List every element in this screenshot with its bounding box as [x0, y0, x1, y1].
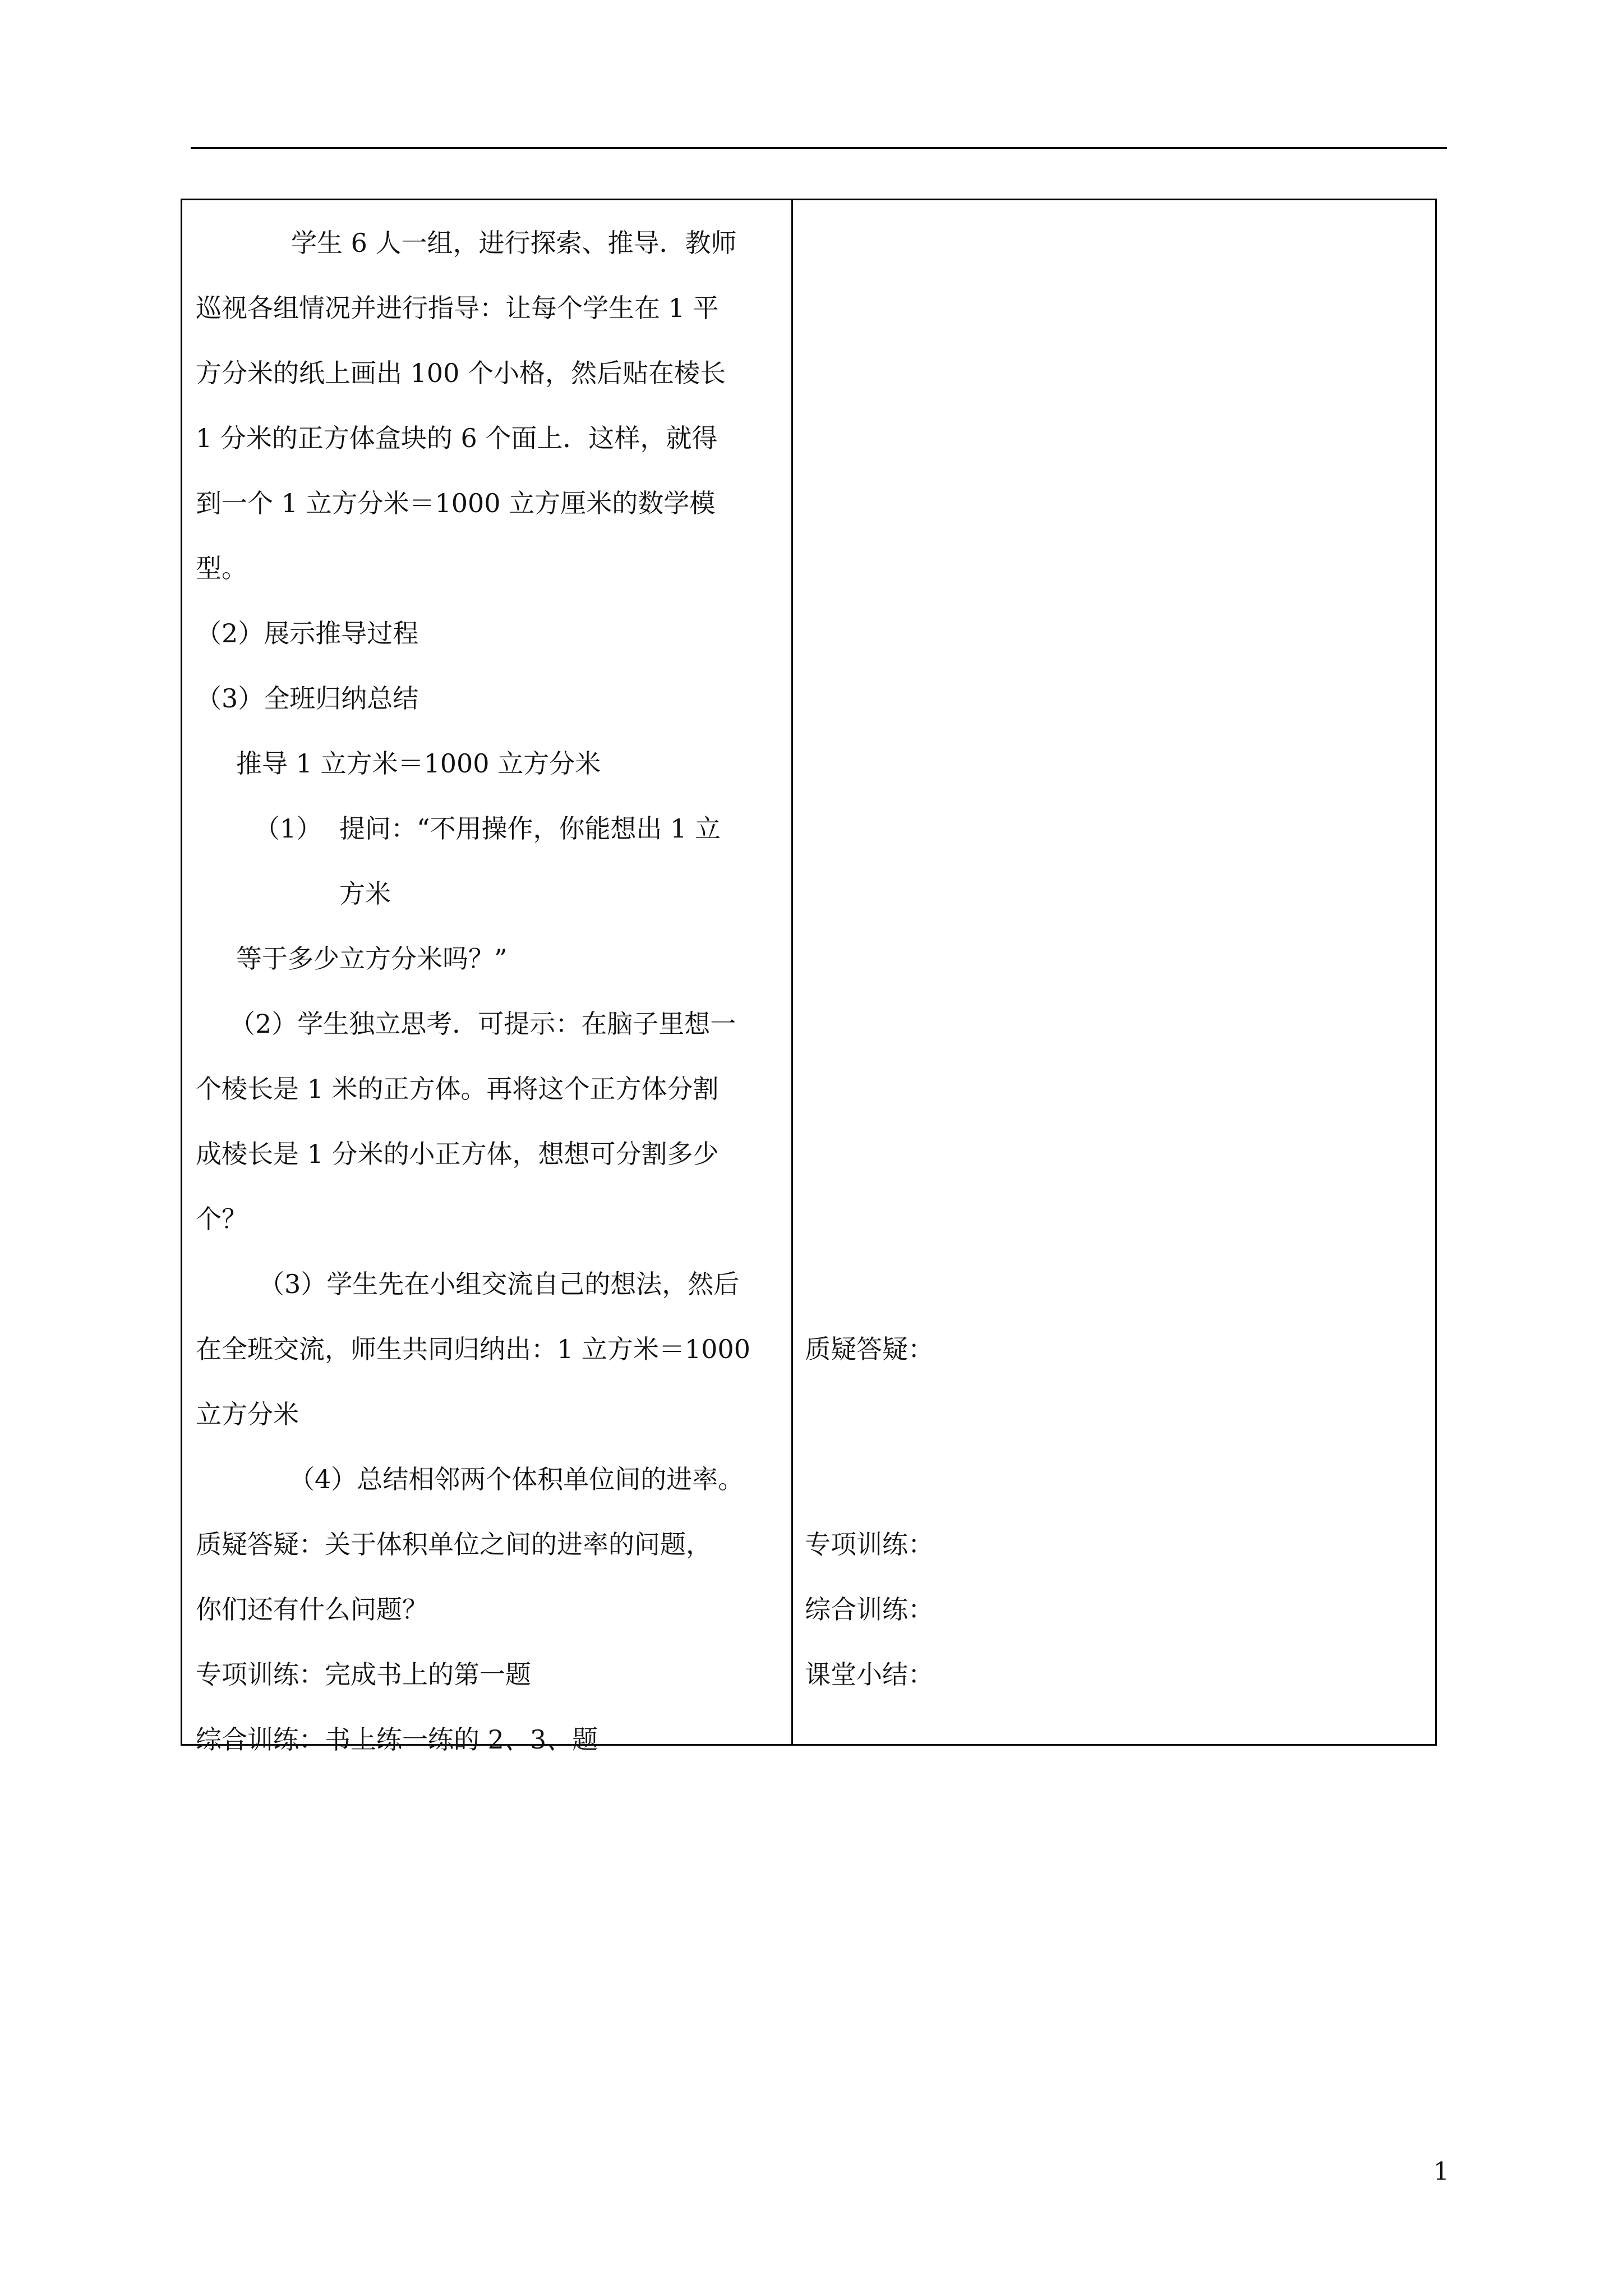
- text-line: （3）学生先在小组交流自己的想法，然后: [259, 1269, 740, 1299]
- comprehensive-training-label: 综合训练：: [805, 1594, 934, 1625]
- text-line: 个？: [196, 1204, 247, 1234]
- text-line: 立方分米: [196, 1399, 299, 1429]
- text-line: （3）全班归纳总结: [196, 683, 419, 714]
- lesson-table: [181, 199, 1437, 1755]
- text-line: 等于多少立方分米吗？”: [236, 944, 508, 974]
- page-number: 1: [1433, 2157, 1449, 2186]
- text-line: 成棱长是 1 分米的小正方体，想想可分割多少: [196, 1139, 719, 1169]
- text-line: （2）展示推导过程: [196, 618, 419, 648]
- text-line: 1 分米的正方体盒块的 6 个面上．这样，就得: [196, 423, 718, 453]
- text-line: 型。: [196, 553, 247, 583]
- question-answer-label: 质疑答疑：: [805, 1334, 934, 1364]
- text-line: 综合训练：书上练一练的 2、3、题: [196, 1724, 598, 1755]
- special-training-label: 专项训练：: [805, 1529, 934, 1559]
- text-line: 方分米的纸上画出 100 个小格，然后贴在棱长: [196, 358, 726, 388]
- text-line: 到一个 1 立方分米＝1000 立方厘米的数学模: [196, 488, 716, 518]
- text-line: 个棱长是 1 米的正方体。再将这个正方体分割: [196, 1074, 719, 1104]
- text-line: 质疑答疑：关于体积单位之间的进率的问题，: [196, 1529, 712, 1559]
- text-line: 方米: [339, 878, 391, 909]
- class-summary-label: 课堂小结：: [805, 1659, 934, 1690]
- header-rule: [191, 147, 1447, 149]
- text-line: （4）总结相邻两个体积单位间的进率。: [289, 1464, 744, 1494]
- text-line: 提问：“不用操作，你能想出 1 立: [339, 813, 721, 844]
- text-line: 推导 1 立方米＝1000 立方分米: [236, 748, 601, 779]
- text-line: 学生 6 人一组，进行探索、推导．教师: [291, 228, 737, 258]
- text-line: 专项训练：完成书上的第一题: [196, 1659, 531, 1690]
- text-line: （2）学生独立思考．可提示：在脑子里想一: [229, 1009, 736, 1039]
- text-line: 你们还有什么问题？: [196, 1594, 428, 1625]
- text-line: 巡视各组情况并进行指导：让每个学生在 1 平: [196, 293, 719, 323]
- text-line: 在全班交流，师生共同归纳出：1 立方米＝1000: [196, 1334, 750, 1364]
- column-divider: [791, 200, 793, 1744]
- text-line: （1）: [254, 813, 322, 844]
